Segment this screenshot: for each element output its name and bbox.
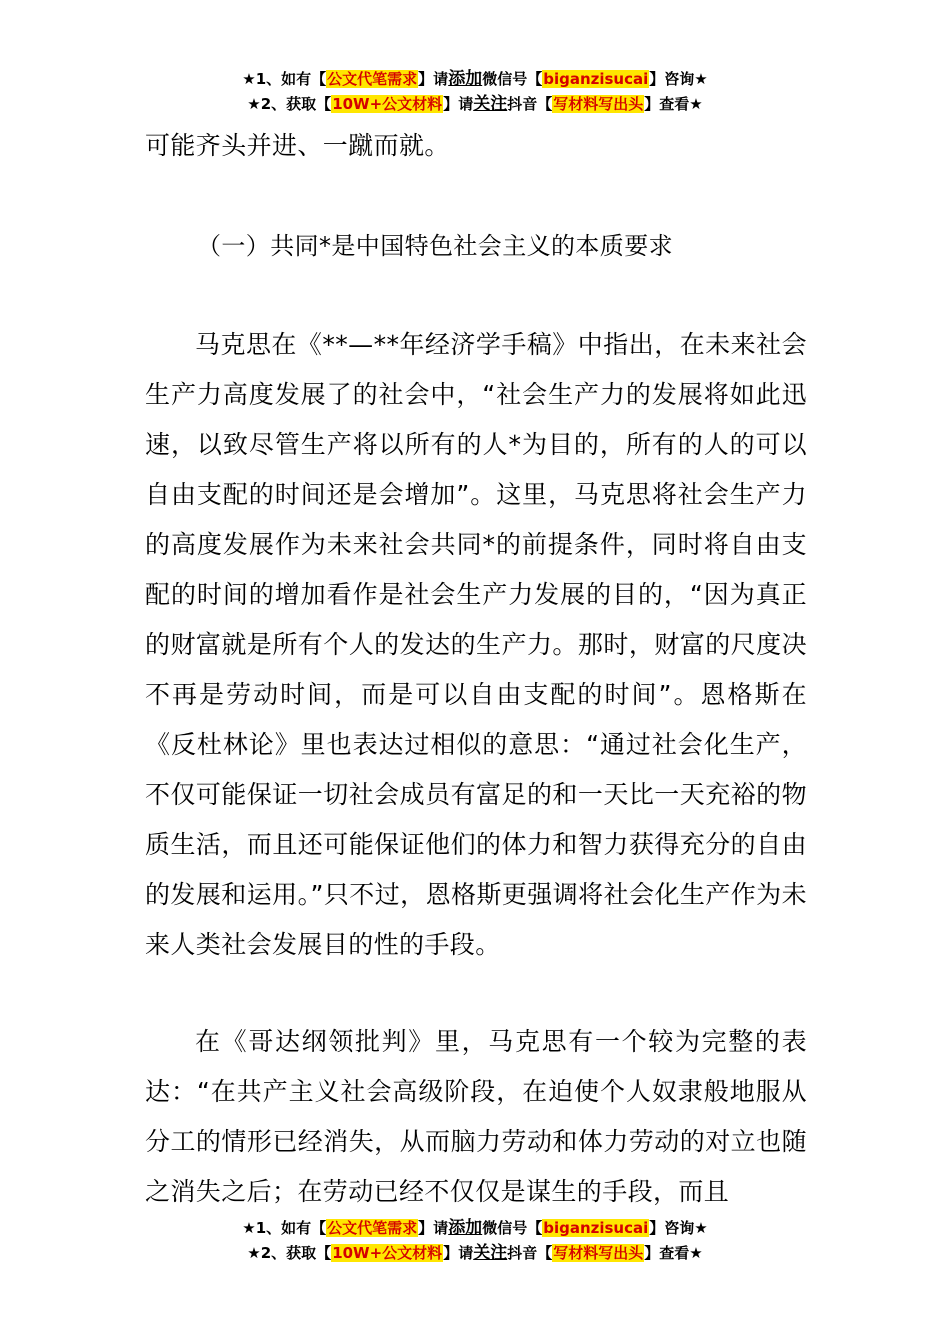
banner-highlight-service: 公文代笔需求 bbox=[327, 1219, 418, 1237]
banner-line-1: ★1、如有【公文代笔需求】请添加微信号【biganzisucai】咨询★ bbox=[242, 69, 708, 89]
banner-highlight-douyin: 写材料写出头 bbox=[553, 95, 644, 113]
banner-highlight-service: 公文代笔需求 bbox=[327, 70, 418, 88]
banner-underline-add: 添加 bbox=[448, 1218, 483, 1238]
banner-line-1: ★1、如有【公文代笔需求】请添加微信号【biganzisucai】咨询★ bbox=[242, 1218, 708, 1238]
banner-underline-add: 添加 bbox=[448, 69, 483, 89]
continuation-text: 可能齐头并进、一蹴而就。 bbox=[145, 131, 450, 160]
header-banner bbox=[0, 67, 950, 117]
body-paragraph-1: 马克思在《**—**年经济学手稿》中指出，在未来社会生产力高度发展了的社会中，“社会生产力的发展将如此迅速，以致尽管生产将以所有的人*为目的，所有的人的可以自由支配的时间还是会增加”。这里，马克思将社会生产力的高度发展作为未来社会共同*的前提条件，同时将自由支配的时间的增加看作是社会生产力发展的目的，“因为真正的财富就是所有个人的发达的生产力。那时，财富的尺度决不再是劳动时间，而是可以自由支配的时间”。恩格斯在《反杜林论》里也表达过相似的意思：“通过社会化生产，不仅可能保证一切社会成员有富足的和一天比一天充裕的物质生活，而且还可能保证他们的体力和智力获得充分的自由的发展和运用。”只不过，恩格斯更强调将社会化生产作为未来人类社会发展目的性的手段。 bbox=[145, 330, 807, 959]
banner-line-2: ★2、获取【10W+公文材料】请关注抖音【写材料写出头】查看★ bbox=[247, 94, 703, 114]
banner-highlight-materials: 10W+公文材料 bbox=[332, 95, 443, 113]
banner-highlight-materials: 10W+公文材料 bbox=[332, 1244, 443, 1262]
banner-line-2: ★2、获取【10W+公文材料】请关注抖音【写材料写出头】查看★ bbox=[247, 1243, 703, 1263]
banner-underline-follow: 关注 bbox=[473, 1243, 508, 1263]
body-paragraph-2: 在《哥达纲领批判》里，马克思有一个较为完整的表达：“在共产主义社会高级阶段，在迫使个人奴隶般地服从分工的情形已经消失，从而脑力劳动和体力劳动的对立也随之消失之后；在劳动已经不仅仅是谋生的手段，而且 bbox=[145, 1027, 807, 1206]
footer-banner bbox=[0, 1216, 950, 1266]
banner-highlight-wechat-id: biganzisucai bbox=[543, 1219, 649, 1237]
banner-highlight-douyin: 写材料写出头 bbox=[553, 1244, 644, 1262]
section-heading: （一）共同*是中国特色社会主义的本质要求 bbox=[197, 232, 673, 260]
banner-underline-follow: 关注 bbox=[473, 94, 508, 114]
banner-highlight-wechat-id: biganzisucai bbox=[543, 70, 649, 88]
